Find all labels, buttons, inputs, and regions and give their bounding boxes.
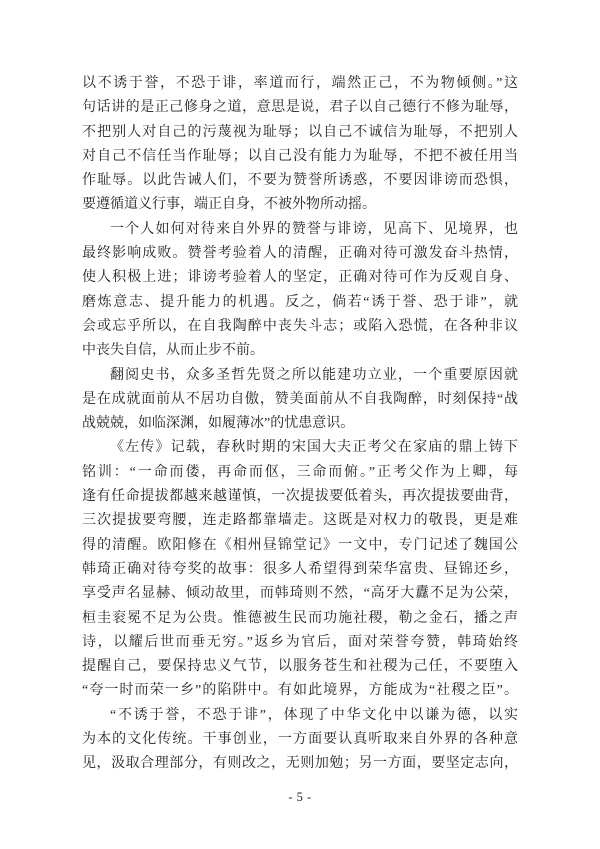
text-line: 铭训：“一命而偻，再命而伛，三命而俯。”正考父作为上卿，每 (82, 464, 518, 480)
text-line: 翻阅史书，众多圣哲先贤之所以能建功立业，一个重要原因就 (110, 367, 518, 383)
text-line: 韩琦正确对待夸奖的故事：很多人希望得到荣华富贵、昼锦还乡， (82, 561, 518, 577)
paragraph (82, 704, 518, 777)
page-number: - 5 - (288, 789, 312, 804)
text-line: 见，汲取合理部分，有则改之，无则加勉；另一方面，要坚定志向， (82, 756, 518, 772)
text-line: 《左传》记载，春秋时期的宋国大夫正考父在家庙的鼎上铸下 (110, 440, 518, 456)
text-line: 不把别人对自己的污蔑视为耻辱；以自己不诚信为耻辱，不把别人 (82, 124, 518, 140)
text-line: 使人积极上进；诽谤考验着人的坚定，正确对待可作为反观自身、 (82, 270, 518, 286)
text-line: 享受声名显赫、倾动故里，而韩琦则不然，“高牙大纛不足为公荣， (82, 586, 518, 602)
text-line: 战兢兢，如临深渊，如履薄冰”的忧患意识。 (82, 416, 355, 432)
text-line: 作耻辱。以此告诫人们，不要为赞誉所诱惑，不要因诽谤而恐惧， (82, 173, 518, 189)
text-line: 中丧失自信，从而止步不前。 (82, 343, 264, 359)
text-line: 逢有任命提拔都越来越谨慎，一次提拔要低着头，再次提拔要曲背， (82, 489, 518, 505)
paragraph (82, 436, 518, 703)
text-line: 为本的文化传统。干事创业，一方面要认真听取来自外界的各种意 (82, 732, 518, 748)
text-body (82, 72, 518, 777)
text-line: 得的清醒。欧阳修在《相州昼锦堂记》一文中，专门记述了魏国公 (82, 537, 518, 553)
text-line: 诗，以耀后世而垂无穷。”返乡为官后，面对荣誉夸赞，韩琦始终 (82, 634, 518, 650)
text-line: 以不诱于誉，不恐于诽，率道而行，端然正己，不为物倾侧。”这 (82, 76, 518, 91)
text-line: “夸一时而荣一乡”的陷阱中。有如此境界，方能成为“社稷之臣”。 (82, 683, 518, 699)
paragraph (82, 364, 518, 437)
text-line: 桓圭衮冕不足为公贵。惟德被生民而功施社稷，勒之金石，播之声 (82, 610, 518, 626)
text-line: 最终影响成败。赞誉考验着人的清醒，正确对待可激发奋斗热情， (82, 246, 518, 262)
text-line: 会或忘乎所以，在自我陶醉中丧失斗志；或陷入恐慌，在各种非议 (82, 318, 518, 334)
text-line: 是在成就面前从不居功自傲，赞美面前从不自我陶醉，时刻保持“战 (82, 391, 518, 407)
text-line: “不诱于誉，不恐于诽”，体现了中华文化中以谦为德，以实 (110, 707, 518, 723)
text-line: 句话讲的是正己修身之道，意思是说，君子以自己德行不修为耻辱， (82, 100, 518, 116)
text-line: 磨炼意志、提升能力的机遇。反之，倘若“诱于誉、恐于诽”，就 (82, 294, 518, 310)
paragraph (82, 72, 518, 218)
text-line: 对自己不信任当作耻辱；以自己没有能力为耻辱，不把不被任用当 (82, 148, 518, 164)
text-line: 一个人如何对待来自外界的赞誉与诽谤，见高下、见境界，也 (110, 221, 518, 237)
text-line: 要遵循道义行事，端正自身，不被外物所动摇。 (82, 197, 376, 213)
text-line: 提醒自己，要保持忠义气节，以服务苍生和社稷为己任，不要堕入 (82, 659, 518, 675)
text-line: 三次提拔要弯腰，连走路都靠墙走。这既是对权力的敬畏，更是难 (82, 513, 518, 529)
paragraph (82, 218, 518, 364)
